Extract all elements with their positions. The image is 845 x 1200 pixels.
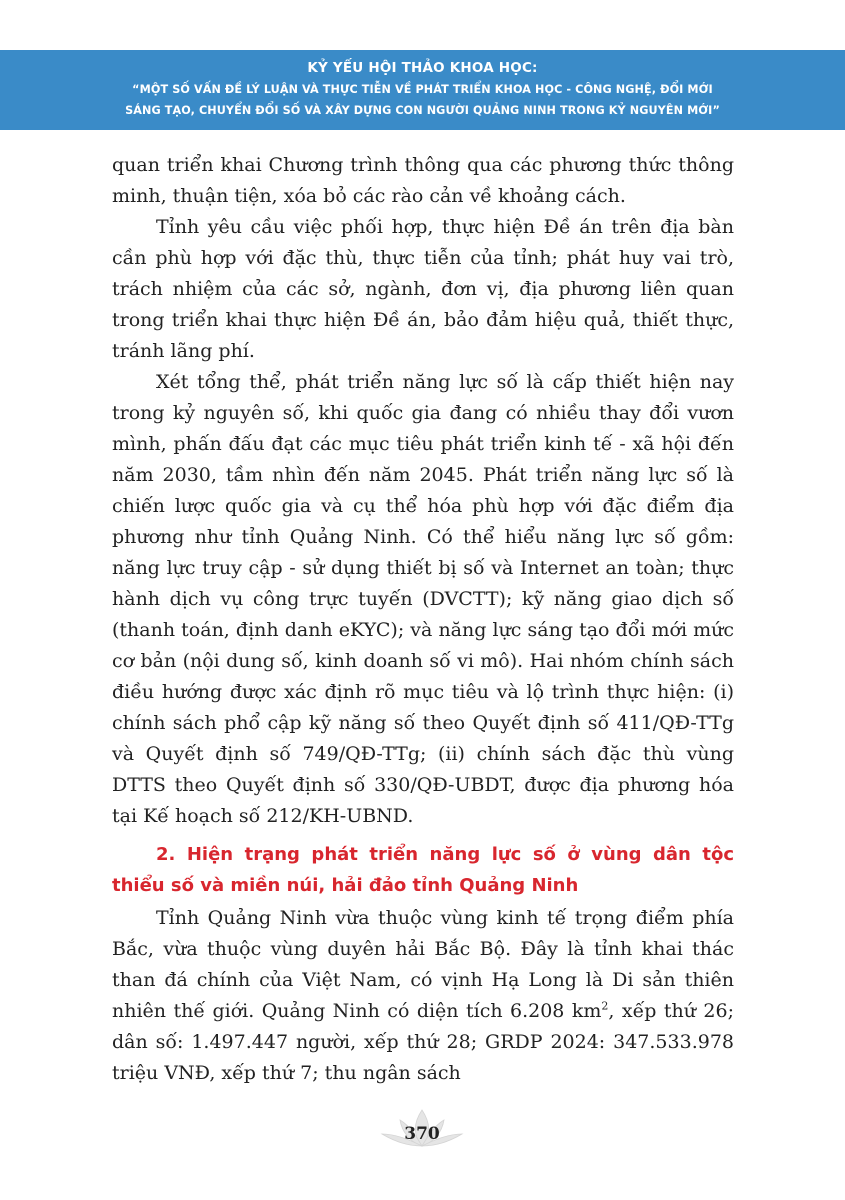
page-number-badge: [372, 1108, 472, 1154]
paragraph-4: [112, 903, 734, 1089]
paragraph-3: Xét tổng thể, phát triển năng lực số là cấp thiết hiện nay trong kỷ nguyên số, khi quốc gia đang có nhiều thay đổi vươn mình, phấn đấu đạt các mục tiêu phát triển kinh tế - xã hội đến năm 2030, tầm nhìn đến năm 2045. Phát triển năng lực số là chiến lược quốc gia và cụ thể hóa phù hợp với đặc điểm địa phương như tỉnh Quảng Ninh. Có thể hiểu năng lực số gồm: năng lực truy cập - sử dụng thiết bị số và Internet an toàn; thực hành dịch vụ công trực tuyến (DVCTT); kỹ năng giao dịch số (thanh toán, định danh eKYC); và năng lực sáng tạo đổi mới mức cơ bản (nội dung số, kinh doanh số vi mô). Hai nhóm chính sách điều hướng được xác định rõ mục tiêu và lộ trình thực hiện: (i) chính sách phổ cập kỹ năng số theo Quyết định số 411/QĐ-TTg và Quyết định số 749/QĐ-TTg; (ii) chính sách đặc thù vùng DTTS theo Quyết định số 330/QĐ-UBDT, được địa phương hóa tại Kế hoạch số 212/KH-UBND.: [112, 371, 734, 827]
article-body: [112, 150, 734, 1089]
header-title: KỶ YẾU HỘI THẢO KHOA HỌC:: [307, 60, 538, 76]
paragraph-4-text-a: Tỉnh Quảng Ninh vừa thuộc vùng kinh tế trọng điểm phía Bắc, vừa thuộc vùng duyên hải Bắc Bộ. Đây là tỉnh khai thác than đá chính của Việt Nam, có vịnh Hạ Long là Di sản thiên nhiên thế giới. Quảng Ninh có diện tích 6.208 km: [112, 907, 734, 1022]
header-subtitle-line-2: SÁNG TẠO, CHUYỂN ĐỔI SỐ VÀ XÂY DỰNG CON NGƯỜI QUẢNG NINH TRONG KỶ NGUYÊN MỚI”: [125, 104, 720, 117]
paragraph-4-text-b: , xếp thứ 26; dân số: 1.497.447 người, xếp thứ 28; GRDP 2024: 347.533.978 triệu VNĐ, xếp thứ 7; thu ngân sách: [112, 1000, 734, 1084]
header-subtitle-line-1: “MỘT SỐ VẤN ĐỀ LÝ LUẬN VÀ THỰC TIỄN VỀ PHÁT TRIỂN KHOA HỌC - CÔNG NGHỆ, ĐỔI MỚI: [132, 83, 713, 96]
superscript-squared: 2: [601, 999, 609, 1013]
page-number: 370: [404, 1124, 440, 1144]
section-heading: 2. Hiện trạng phát triển năng lực số ở vùng dân tộc thiểu số và miền núi, hải đảo tỉnh Quảng Ninh: [112, 844, 734, 896]
page-header-banner: [0, 50, 845, 130]
paragraph-1: quan triển khai Chương trình thông qua các phương thức thông minh, thuận tiện, xóa bỏ các rào cản về khoảng cách.: [112, 154, 734, 207]
paragraph-2: Tỉnh yêu cầu việc phối hợp, thực hiện Đề án trên địa bàn cần phù hợp với đặc thù, thực tiễn của tỉnh; phát huy vai trò, trách nhiệm của các sở, ngành, đơn vị, địa phương liên quan trong triển khai thực hiện Đề án, bảo đảm hiệu quả, thiết thực, tránh lãng phí.: [112, 216, 734, 362]
